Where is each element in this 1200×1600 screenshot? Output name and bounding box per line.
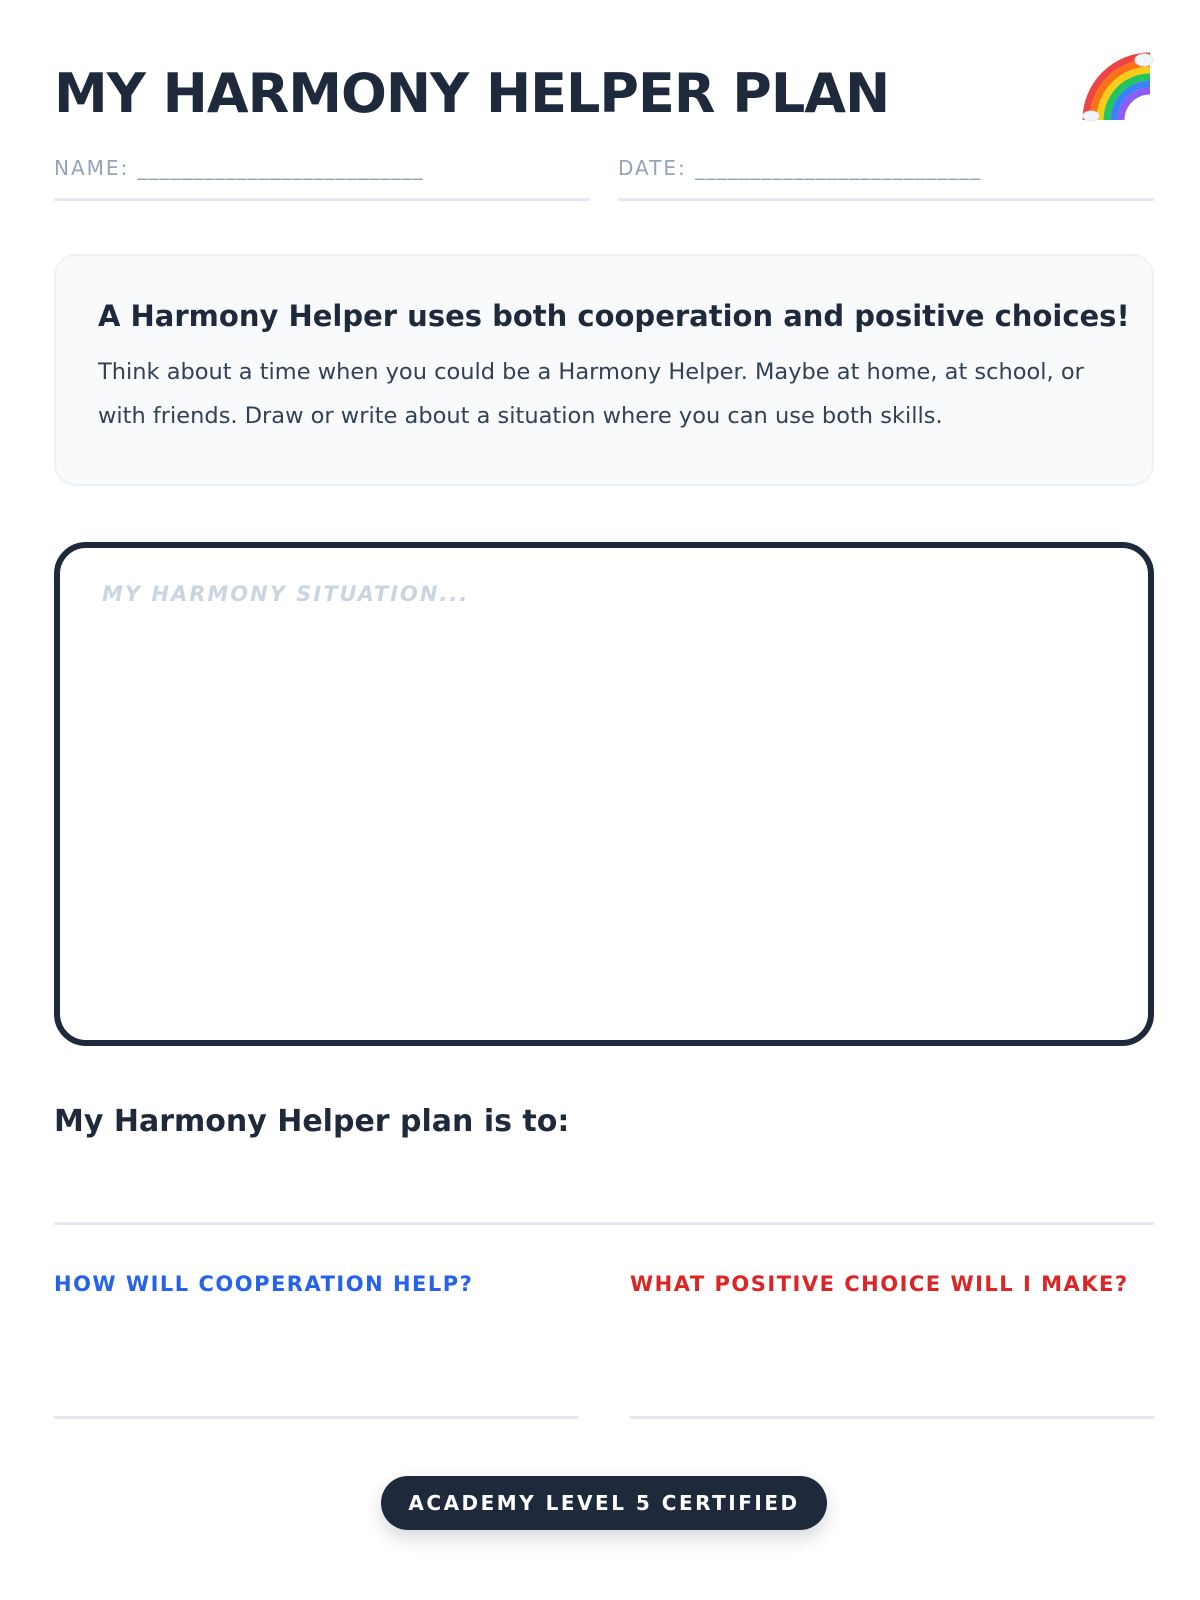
name-label: NAME:: [54, 156, 130, 180]
date-field[interactable]: [618, 152, 1154, 201]
intro-card: [54, 254, 1154, 486]
name-blank: __________________________: [137, 156, 424, 180]
name-field[interactable]: [54, 152, 590, 201]
date-label: DATE:: [618, 156, 687, 180]
drawing-box-placeholder: MY HARMONY SITUATION...: [102, 582, 470, 606]
certification-badge: ACADEMY LEVEL 5 CERTIFIED: [381, 1476, 827, 1530]
cooperation-answer-line[interactable]: [54, 1416, 578, 1419]
plan-label: My Harmony Helper plan is to:: [54, 1104, 570, 1139]
page-title: MY HARMONY HELPER PLAN: [54, 62, 890, 125]
cooperation-question: HOW WILL COOPERATION HELP?: [54, 1272, 474, 1296]
drawing-box[interactable]: [54, 542, 1154, 1046]
header: [54, 58, 1154, 138]
positive-choice-answer-line[interactable]: [630, 1416, 1154, 1419]
name-date-fields: [54, 152, 1154, 200]
intro-body: Think about a time when you could be a Harmony Helper. Maybe at home, at school, or with friends. Draw or write about a situation where you can use both skills.: [98, 359, 1084, 429]
date-blank: __________________________: [695, 156, 982, 180]
plan-answer-line[interactable]: [54, 1222, 1154, 1225]
intro-heading: A Harmony Helper uses both cooperation and positive choices!: [98, 299, 1130, 333]
positive-choice-question: WHAT POSITIVE CHOICE WILL I MAKE?: [630, 1272, 1129, 1296]
rainbow-icon: [1082, 52, 1154, 124]
worksheet-page: [54, 0, 1154, 1600]
